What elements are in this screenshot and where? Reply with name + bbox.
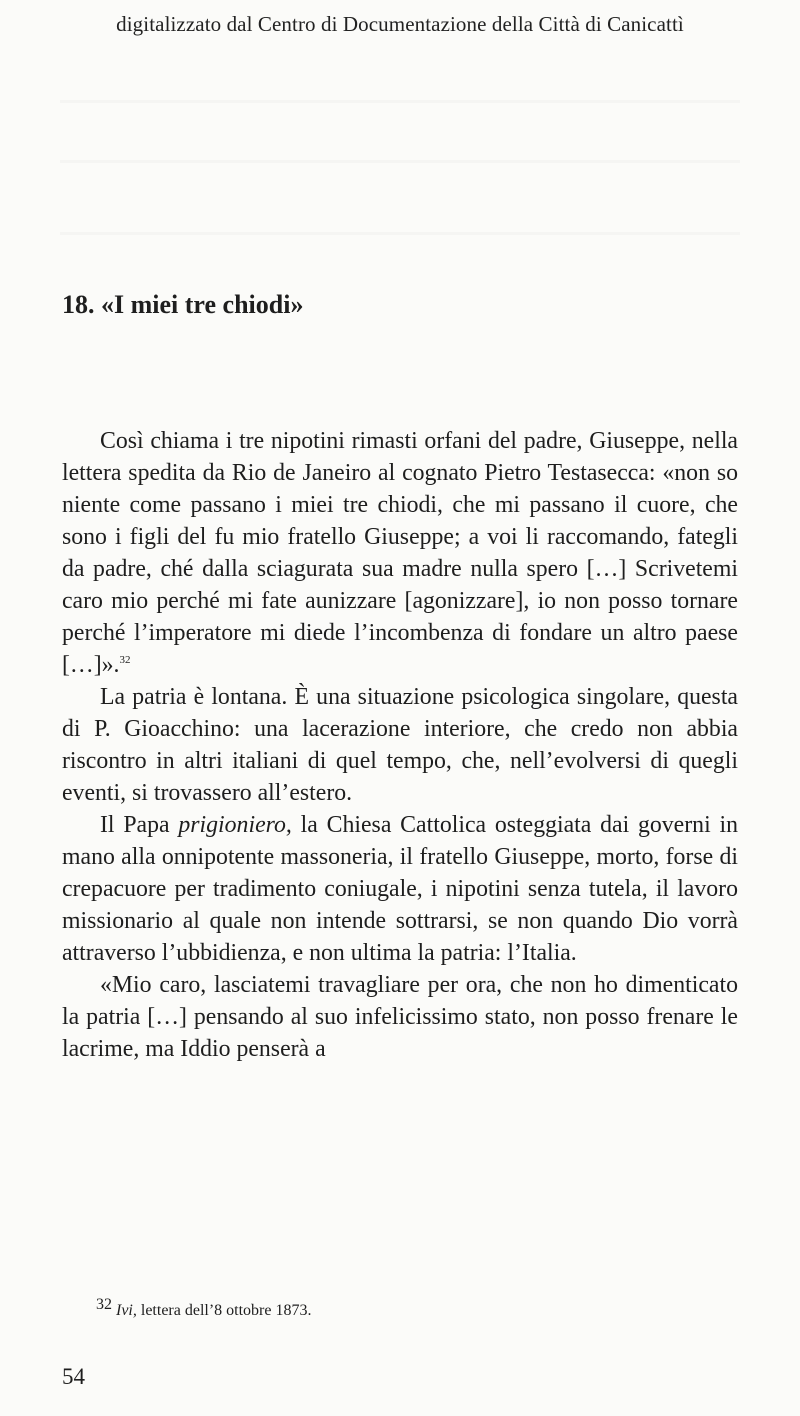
- footnote: [96, 1296, 311, 1320]
- footnote-reference[interactable]: 32: [119, 654, 131, 667]
- paragraph: [62, 809, 738, 969]
- paragraph-text: Così chiama i tre nipotini rimasti orfani del padre, Giuseppe, nella lettera spedita da Rio de Janeiro al cognato Pietro Testasecca: «non so niente come passano i miei tre chiodi, che mi passano il cuore, che sono i figli del fu mio fratello Giuseppe; a voi li raccomando, fategli da padre, ché dalla sciagurata sua madre nulla spero […] Scrivetemi caro mio perché mi fate aunizzare [agonizzare], io non posso tornare perché l’imperatore mi diede l’incombenza di fondare un altro paese […]».: [62, 428, 738, 678]
- footnote-text: lettera dell’8 ottobre 1873.: [136, 1302, 312, 1319]
- paragraph: [62, 425, 738, 681]
- watermark-text: digitalizzato dal Centro di Documentazione della Città di Canicattì: [116, 12, 684, 36]
- bleed-through: [60, 232, 740, 235]
- bleed-through: [60, 100, 740, 103]
- paragraph: «Mio caro, lasciatemi travagliare per ora, che non ho dimenticato la patria […] pensando al suo infelicissimo stato, non posso frenare le lacrime, ma Iddio penserà a: [62, 972, 738, 1062]
- page-number: 54: [62, 1364, 85, 1389]
- paragraph-text: Il Papa: [100, 812, 179, 838]
- footnote-number: 32: [96, 1296, 112, 1313]
- chapter-heading: 18. «I miei tre chiodi»: [62, 290, 304, 319]
- footnote-italic: Ivi,: [116, 1302, 137, 1319]
- paragraph-italic-text: prigioniero,: [178, 812, 292, 838]
- paragraph-text: la Chiesa Cattolica osteggiata dai governi in mano alla onnipotente massoneria, il fratello Giuseppe, morto, forse di crepacuore per tradimento coniugale, i nipotini senza tutela, il lavoro missionario al quale non intende sottrarsi, se non quando Dio vorrà attraverso l’ubbidienza, e non ultima la patria: l’Italia.: [62, 812, 738, 966]
- paragraph: La patria è lontana. È una situazione psicologica singolare, questa di P. Gioacchino: una lacerazione interiore, che credo non abbia riscontro in altri italiani di quel tempo, che, nell’evolversi di quegli eventi, si trovassero all’estero.: [62, 684, 738, 806]
- body-text: [62, 425, 738, 1065]
- bleed-through: [60, 160, 740, 163]
